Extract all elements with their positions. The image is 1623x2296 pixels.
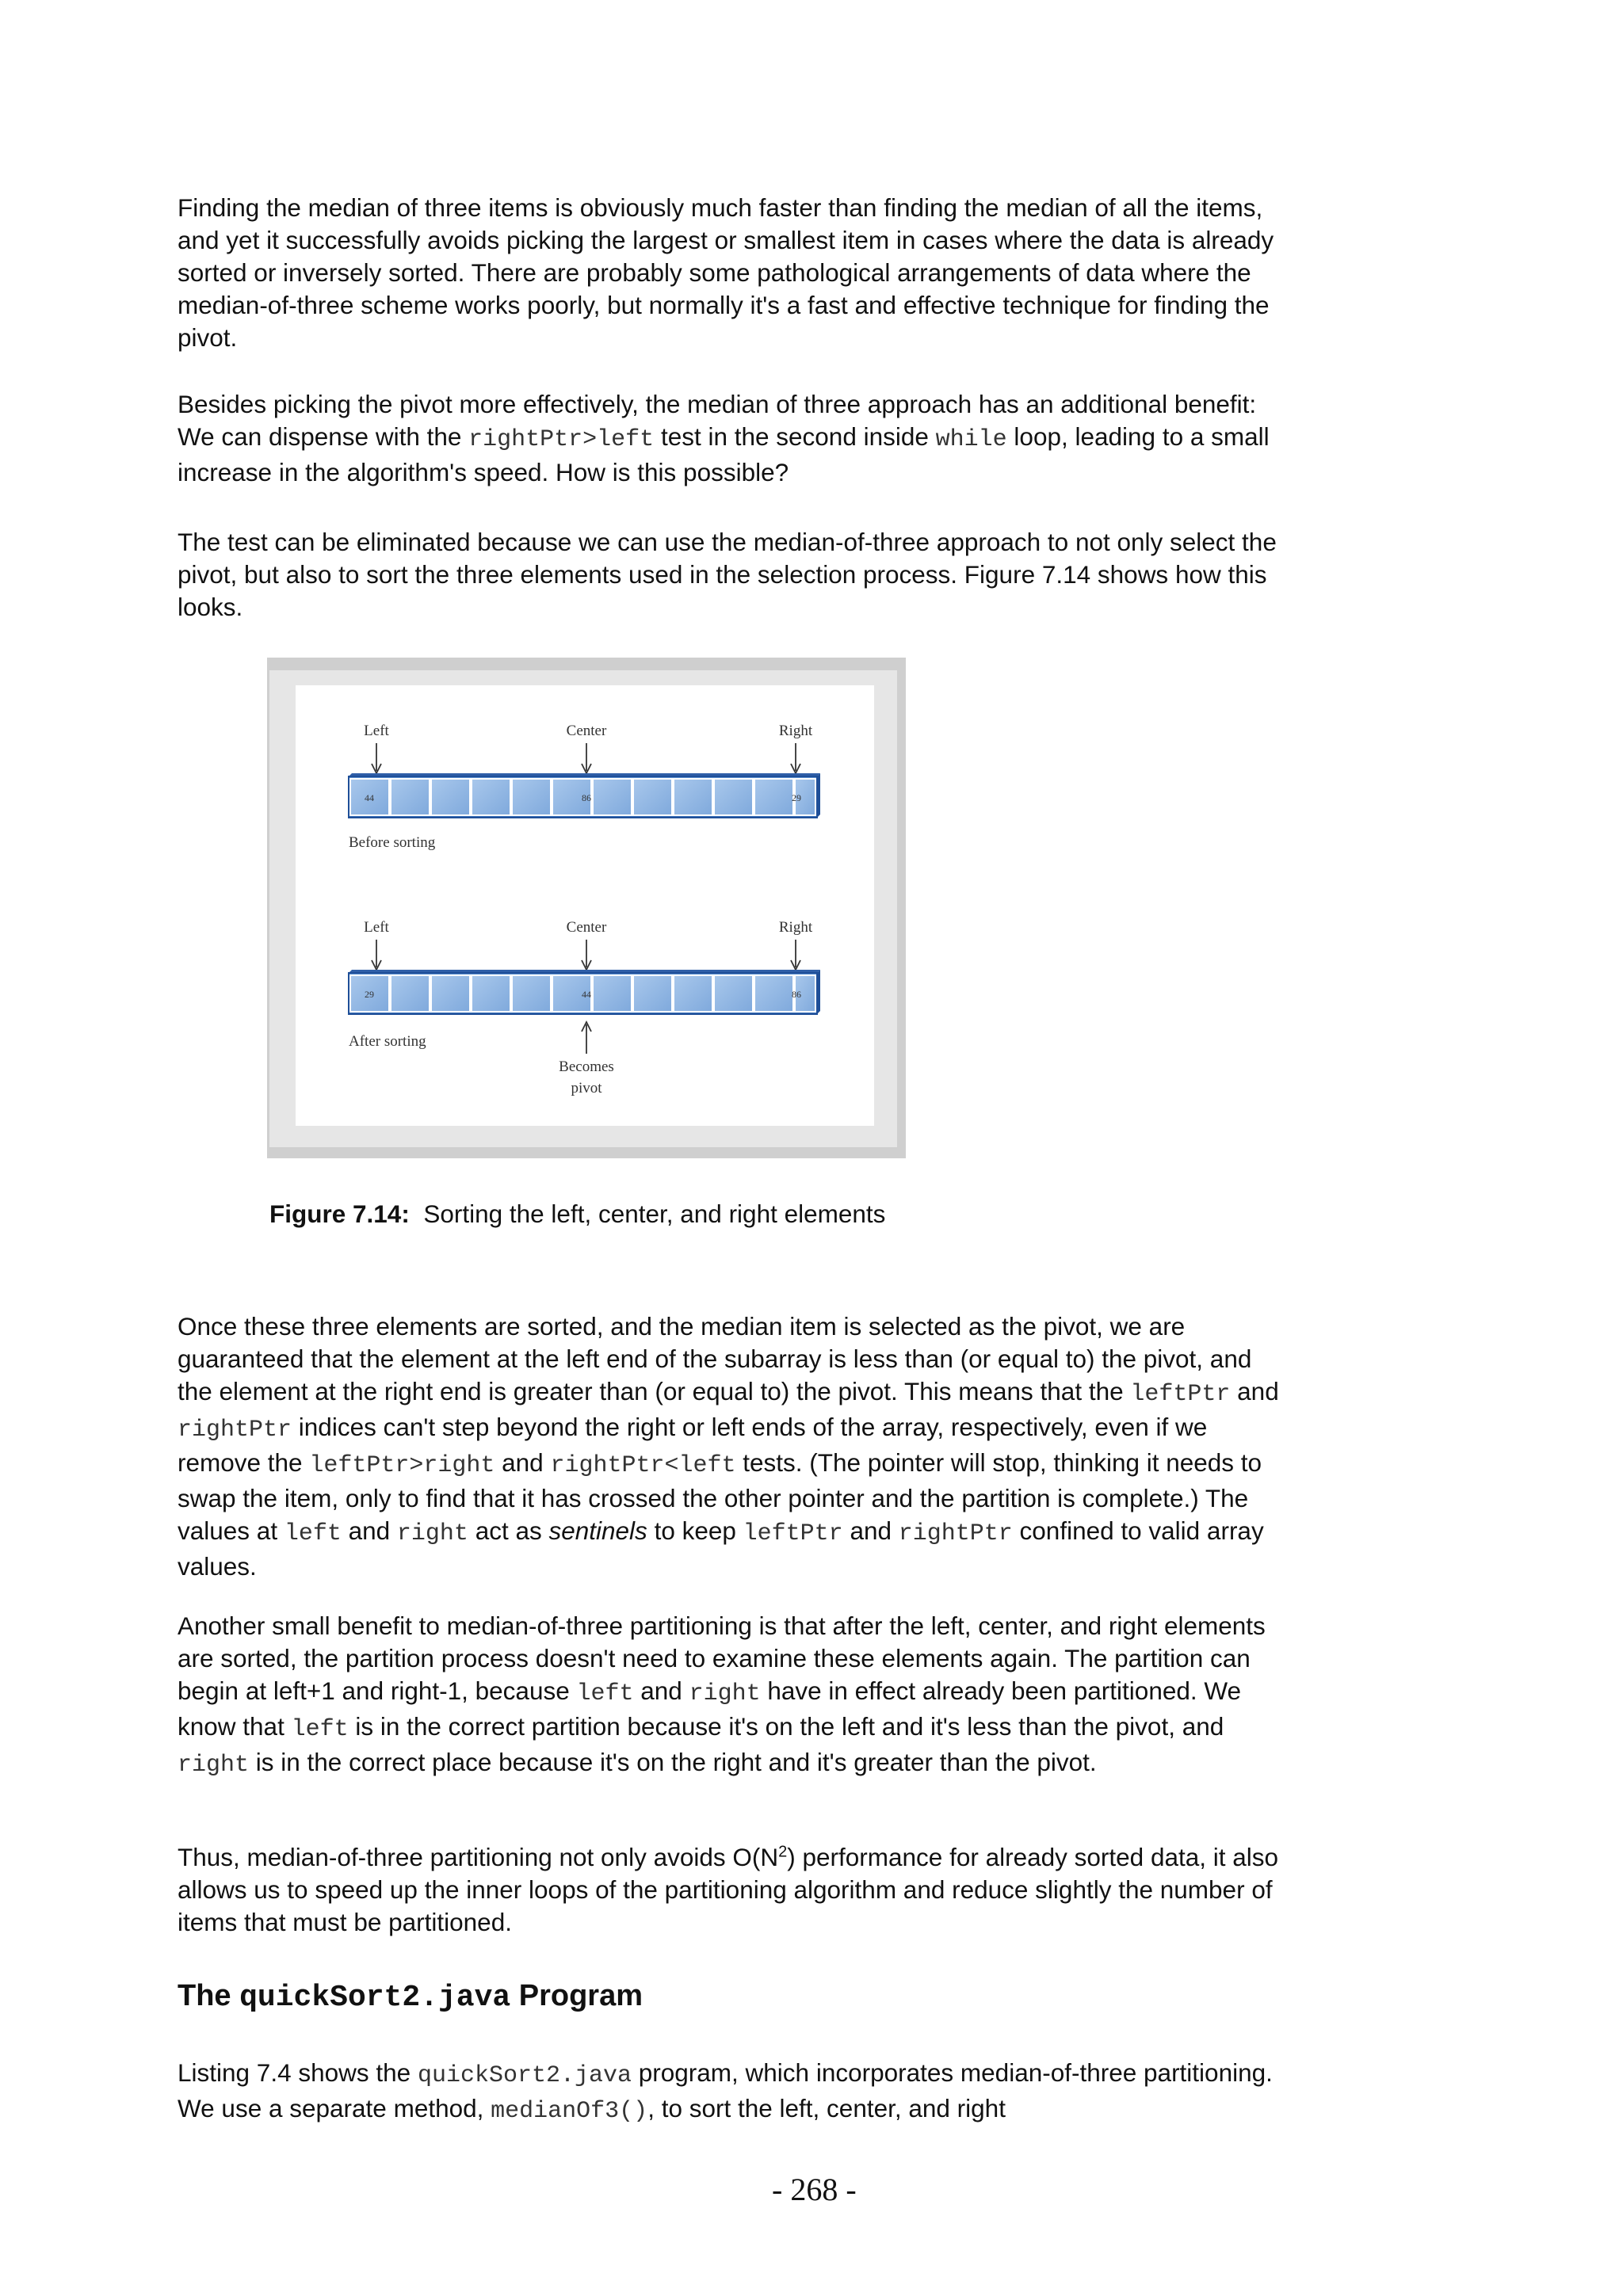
arrow-becomes-pivot — [582, 1022, 591, 1054]
paragraph-additional-benefit: Besides picking the pivot more effectively, the median of three approach has an additional benefit: We can dispense with the rightPtr>left test in the second inside while loop, leading to a small increase in the algorithm's speed. How is this possible? — [178, 390, 1270, 486]
arrow-right-top — [791, 743, 800, 773]
label-right-bottom: Right — [778, 919, 813, 936]
cell-before-right: 29 — [792, 792, 801, 803]
page-number: - 268 - — [772, 2172, 857, 2207]
label-center-bottom: Center — [566, 919, 607, 936]
label-left-top: Left — [364, 723, 389, 739]
arrow-right-bottom — [791, 940, 800, 970]
label-left-bottom: Left — [364, 919, 389, 936]
array-before-sorting — [349, 773, 820, 818]
arrow-left-bottom — [372, 940, 381, 970]
arrow-left-top — [372, 743, 381, 773]
arrow-center-top — [582, 743, 591, 773]
figure-caption-text: Sorting the left, center, and right elements — [423, 1199, 886, 1228]
paragraph-test-eliminated: The test can be eliminated because we can use the median-of-three approach to not only select the pivot, but also to sort the three elements used in the selection process. Figure 7.14 shows how this looks. — [178, 528, 1277, 621]
cell-after-center: 44 — [582, 989, 591, 1000]
figure-caption — [269, 1198, 885, 1230]
arrow-center-bottom — [582, 940, 591, 970]
array-after-sorting — [349, 970, 820, 1014]
paragraph-listing: Listing 7.4 shows the quickSort2.java program, which incorporates median-of-three partitioning. We use a separate method, medianOf3(), to sort the left, center, and right — [178, 2058, 1273, 2125]
paragraph-another-benefit: Another small benefit to median-of-three partitioning is that after the left, center, and right elements are sorted, the partition process doesn't need to examine these elements again. The partition can begin at left+1 and right-1, because left and right have in effect already been partitioned. We know that left is in the correct partition because it's on the left and it's less than the pivot, and right is in the correct place because it's on the right and it's greater than the pivot. — [178, 1611, 1266, 1779]
cell-after-right: 86 — [792, 989, 801, 1000]
figure-7-14-diagram — [267, 658, 906, 1158]
code-rightptr-left: rightPtr>left — [468, 426, 655, 453]
caption-before-sorting: Before sorting — [349, 834, 436, 851]
paragraph-median-intro: Finding the median of three items is obviously much faster than finding the median of all the items, and yet it successfully avoids picking the largest or smallest item in cases where the data is already sorted or inversely sorted. There are probably some pathological arrangements of data where the median-of-three scheme works poorly, but normally it's a fast and effective technique for finding the pivot. — [178, 193, 1274, 352]
section-heading: The quickSort2.java Program — [178, 1979, 643, 2015]
cell-before-left: 44 — [365, 792, 374, 803]
label-pivot: pivot — [571, 1080, 602, 1097]
label-becomes: Becomes — [559, 1058, 614, 1075]
figure-caption-label: Figure 7.14: — [269, 1199, 410, 1228]
paragraph-sentinels: Once these three elements are sorted, and the median item is selected as the pivot, we are guaranteed that the element at the left end of the subarray is less than (or equal to) the pivot, and the element at the right end is greater than (or equal to) the pivot. This means that the leftPtr and rightPtr indices can't step beyond the right or left ends of the array, respectively, even if we remove the leftPtr>right and rightPtr<left tests. (The pointer will stop, thinking it needs to swap the item, only to find that it has crossed the other pointer and the partition is complete.) The values at left and right act as sentinels to keep leftPtr and rightPtr confined to valid array values. — [178, 1312, 1279, 1581]
code-while: while — [935, 426, 1007, 453]
label-center-top: Center — [566, 723, 607, 739]
paragraph-thus: Thus, median-of-three partitioning not only avoids $O(N^2)$ performance for already sorted data, it also allows us to speed up the inner loops of the partitioning algorithm and reduce slightly the number of items that must be partitioned. — [178, 1843, 1279, 1936]
label-right-top: Right — [778, 723, 813, 739]
cell-before-center: 86 — [582, 792, 591, 803]
caption-after-sorting: After sorting — [349, 1033, 426, 1050]
cell-after-left: 29 — [365, 989, 374, 1000]
